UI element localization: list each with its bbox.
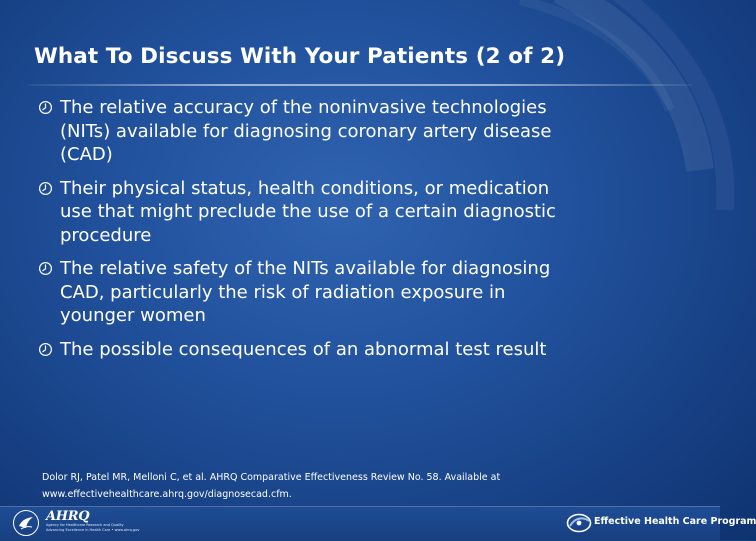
clock-icon [38,100,53,115]
ehc-swirl-logo-icon [566,512,592,534]
bullet-item [38,257,678,328]
citation [42,469,622,503]
bullet-item [38,338,678,362]
ahrq-tagline: Agency for Healthcare Research and Quality [46,523,124,527]
bullet-line: The relative accuracy of the noninvasive technologies [60,97,547,118]
bullet-line: procedure [60,224,152,246]
clock-icon [38,342,53,357]
bullet-item [38,96,678,167]
ahrq-wordmark: AHRQ [46,509,90,524]
citation-line: Dolor RJ, Patel MR, Melloni C, et al. AHRQ Comparative Effectiveness Review No. 58. Available at [42,472,501,483]
clock-icon [38,261,53,276]
hhs-eagle-logo-icon [12,509,40,537]
ahrq-tagline: Advancing Excellence in Health Care • www.ahrq.gov [46,528,140,532]
clock-icon [38,181,53,196]
bullet-line: CAD, particularly the risk of radiation exposure in [60,281,506,303]
citation-link: www.effectivehealthcare.ahrq.gov/diagnosecad.cfm. [42,489,292,500]
bullet-line: (CAD) [60,144,113,165]
title-divider [28,84,692,86]
ehc-program-name: Effective Health Care Program [594,516,756,527]
bullet-item [38,177,678,248]
bullet-line: The relative safety of the NITs available for diagnosing [60,258,551,279]
ahrq-logo [46,510,139,533]
bullet-line: The possible consequences of an abnormal test result [60,338,547,360]
bullet-list [38,96,678,371]
bullet-line: use that might preclude the use of a certain diagnostic [60,201,556,222]
bullet-line: younger women [60,305,206,326]
bullet-line: Their physical status, health conditions, or medication [60,177,550,199]
bullet-line: (NITs) available for diagnosing coronary artery disease [60,120,552,142]
slide-title: What To Discuss With Your Patients (2 of 2) [34,44,566,69]
